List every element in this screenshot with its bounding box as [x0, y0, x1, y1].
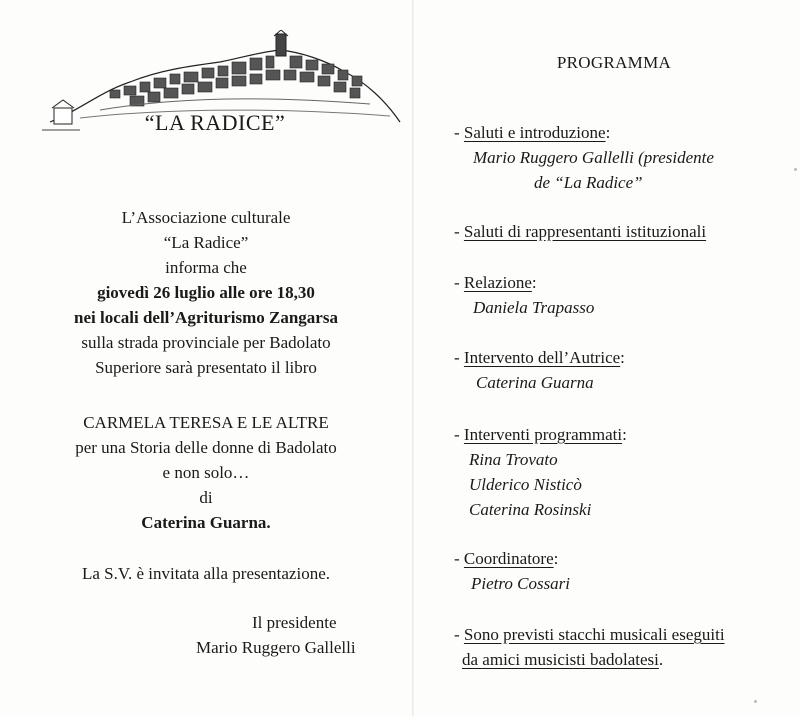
book-title-line: per una Storia delle donne di Badolato	[75, 438, 337, 457]
paper-speck	[754, 700, 757, 703]
program-entry	[454, 345, 625, 395]
program-entry	[454, 120, 714, 195]
entry-heading: - Saluti e introduzione:	[454, 123, 611, 142]
entry-detail: Caterina Guarna	[476, 373, 594, 392]
invitation-sentence: La S.V. è invitata alla presentazione.	[82, 564, 330, 583]
event-location: nei locali dell’Agriturismo Zangarsa	[74, 308, 338, 327]
program-entry	[454, 422, 627, 522]
entry-heading: - Relazione:	[454, 273, 537, 292]
right-panel	[414, 0, 800, 716]
location-detail: sulla strada provinciale per Badolato	[81, 333, 331, 352]
entry-heading: - Saluti di rappresentanti istituzionali	[454, 222, 707, 241]
location-detail: Superiore sarà presentato il libro	[95, 358, 317, 377]
di-word: di	[199, 488, 213, 507]
entry-heading: - Interventi programmati:	[454, 425, 627, 444]
entry-heading: - Coordinatore:	[454, 549, 559, 568]
intro-line: informa che	[165, 258, 247, 277]
entry-detail: Pietro Cossari	[471, 574, 571, 593]
signature-block	[196, 610, 356, 660]
program-entry	[454, 622, 725, 672]
entry-detail: Rina Trovato	[469, 450, 558, 469]
entry-heading: - Sono previsti stacchi musicali eseguiti	[454, 625, 725, 644]
entry-detail: Mario Ruggero Gallelli (presidente	[473, 148, 714, 167]
paper-speck	[794, 168, 797, 171]
entry-detail: de “La Radice”	[534, 173, 643, 192]
program-title: PROGRAMMA	[556, 53, 672, 72]
entry-detail: Daniela Trapasso	[473, 298, 595, 317]
program-entry	[454, 219, 706, 244]
invitation-text	[0, 205, 412, 380]
signature-role: Il presidente	[252, 613, 337, 632]
entry-heading: - Intervento dell’Autrice:	[454, 348, 625, 367]
association-logo-title: “LA RADICE”	[144, 110, 286, 135]
invitation-line	[0, 561, 412, 586]
intro-line: “La Radice”	[163, 233, 249, 252]
book-author	[0, 485, 412, 535]
entry-detail: Caterina Rosinski	[469, 500, 592, 519]
program-entry	[454, 546, 570, 596]
event-date: giovedì 26 luglio alle ore 18,30	[97, 283, 315, 302]
author-name: Caterina Guarna.	[141, 513, 271, 532]
program-entry	[454, 270, 594, 320]
signature-name: Mario Ruggero Gallelli	[196, 638, 356, 657]
book-title-line: e non solo…	[162, 463, 250, 482]
intro-line: L’Associazione culturale	[121, 208, 291, 227]
book-title	[0, 410, 412, 485]
entry-heading: da amici musicisti badolatesi.	[462, 650, 664, 669]
entry-detail: Ulderico Nisticò	[469, 475, 582, 494]
book-title-line: CARMELA TERESA E LE ALTRE	[83, 413, 329, 432]
